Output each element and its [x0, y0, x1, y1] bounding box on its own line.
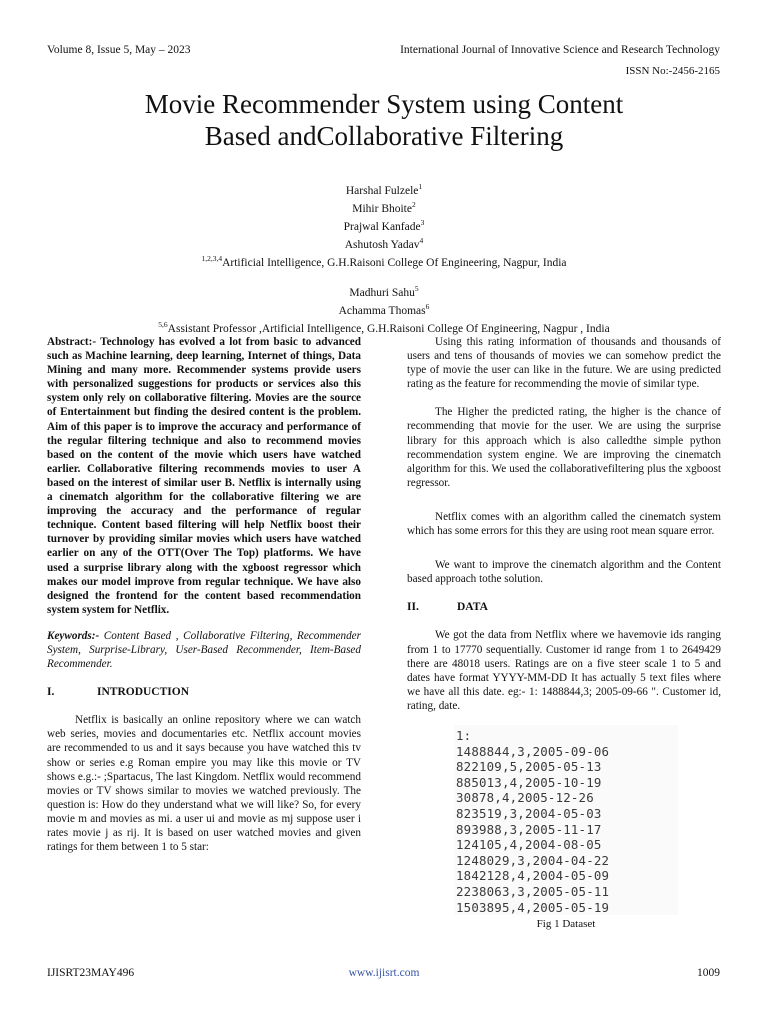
right-column: [407, 335, 721, 931]
title-line-2: Based andCollaborative Filtering: [204, 121, 564, 151]
author-name: Achamma Thomas$^6$: [338, 302, 430, 318]
data-paragraph: We got the data from Netflix where we havemovie ids ranging from 1 to 17770 sequentially. Customer id range from 1 to 2649429 there are 48018 users. Ratings are on a five steer scale 1 to 5 and dates have format YYYY-MM-DD It has actually 5 text files where we have all this date. eg:- 1: 1488844,3; 2005-09-66 ". Customer id, rating, date.: [407, 629, 721, 712]
dataset-line: 30878,4,2005-12-26: [456, 790, 594, 806]
dataset-line: 1503895,4,2005-05-19: [456, 899, 610, 915]
dataset-line: 124105,4,2004-08-05: [456, 837, 602, 853]
dataset-line: 822109,5,2005-05-13: [456, 759, 602, 775]
author-name: Madhuri Sahu$^5$: [349, 284, 419, 299]
figure-caption: Fig 1 Dataset: [536, 917, 596, 930]
title-line-1: Movie Recommender System using Content: [144, 89, 624, 119]
author-block: [60, 180, 708, 336]
dataset-line: 1488844,3,2005-09-06: [456, 743, 610, 759]
dataset-line: 823519,3,2004-05-03: [456, 805, 602, 821]
dataset-line: 885013,4,2005-10-19: [456, 774, 602, 790]
dataset-line: 1:: [456, 727, 472, 743]
dataset-figure: [454, 725, 678, 915]
keywords: Keywords:- Content Based , Collaborative Filtering, Recommender System, Surprise-Library, User-Based Recommender, Item-Based Recommender.: [47, 629, 361, 671]
section-heading: II. DATA: [407, 601, 488, 614]
author-name: Prajwal Kanfade$^3$: [343, 218, 425, 233]
dataset-line: 893988,3,2005-11-17: [456, 821, 602, 837]
paragraph: We want to improve the cinematch algorithm and the Content based approach tothe solution.: [407, 559, 721, 586]
journal-volume: Volume 8, Issue 5, May – 2023: [47, 44, 191, 56]
affiliation: $^{1,2,3,4}$Artificial Intelligence, G.H.Raisoni College Of Engineering, Nagpur, India: [201, 254, 567, 269]
author-name: Mihir Bhoite$^2$: [352, 200, 416, 215]
dataset-line: 1248029,3,2004-04-22: [456, 852, 610, 868]
paper-title: [60, 88, 708, 152]
journal-website-link[interactable]: www.ijisrt.com: [348, 967, 420, 979]
affiliation: $^{5,6}$Assistant Professor ,Artificial Intelligence, G.H.Raisoni College Of Engineering, Nagpur , India: [158, 320, 610, 336]
section-heading: I. INTRODUCTION: [47, 686, 190, 699]
paragraph: The Higher the predicted rating, the higher is the chance of recommending that movie for the user. We are using the surprise library for this approach which is also calledthe simple python recommendation system engine. We are improving the cinematch algorithm for this. We used the collaborativefiltering plus the xgboost regressor.: [407, 406, 721, 489]
paragraph: Using this rating information of thousands and thousands of users and tens of thousands of movies we can somehow predict the type of movie the user can like in the future. We are using predicted rating as the feature for recommending the movie of similar type.: [407, 336, 721, 391]
journal-name: International Journal of Innovative Science and Research Technology: [400, 44, 720, 56]
page-number: 1009: [697, 967, 720, 979]
paper-id: IJISRT23MAY496: [47, 967, 135, 979]
dataset-line: 1842128,4,2004-05-09: [456, 868, 610, 884]
left-column: [47, 335, 361, 854]
dataset-line: 2238063,3,2005-05-11: [456, 883, 610, 899]
paragraph: Netflix comes with an algorithm called the cinematch system which has some errors for this they are using root mean square error.: [407, 510, 721, 538]
issn: ISSN No:-2456-2165: [625, 65, 720, 77]
intro-paragraph: Netflix is basically an online repository where we can watch web series, movies and documentaries etc. Netflix account movies are recommended to us and it says because you have watched this tv show or series e.g Roman empire you may like this movie or TV shows e.g.:- ;Spartacus, The last Kingdom. Netflix would recommend movies or TV shows similar to movies we watched previously. The question is: How do they understand what we will like? So, for every movie m and movies as mi. a user ui and movie as mj suppose user i rates movie j as rij. It is based on user watched movies and given ratings for them between 1 to 5 star:: [47, 714, 361, 854]
author-name: Harshal Fulzele$^1$: [345, 182, 423, 197]
author-name: Ashutosh Yadav$^4$: [344, 236, 424, 251]
abstract: Abstract:- Technology has evolved a lot from basic to advanced such as Machine learning, deep learning, Internet of things, Data Mining and many more. Recommender systems provide users with personalized suggestions for products or services also this system only rely on collaborative filtering. Movies are the source of Entertainment but finding the desired content is the problem. Aim of this paper is to improve the accuracy and performance of the regular filtering technique and also to recommend movies based on the content of the movie which users have watched earlier. Collaborative filtering recommends movies to user A based on the interest of similar user B. Netflix is internally using a cinematch algorithm for the collaborative filtering we are improving the accuracy and the performance of regular technique. Content based filtering will help Netflix boost their turnover by providing similar movies which users have watched earlier on any of the OTT(Over The Top) platforms. We have used a surprise library along with the xgboost regressor which makes our model improve from regular technique. We have also designed the frontend for the content based recommendation system system for Netflix.: [47, 336, 361, 616]
